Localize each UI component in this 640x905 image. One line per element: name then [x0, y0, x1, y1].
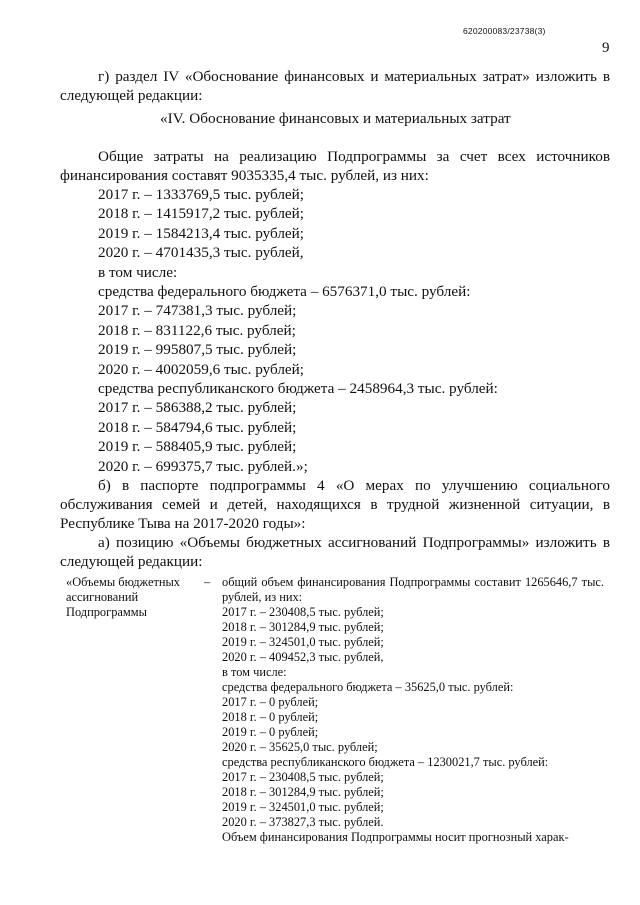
table-right-column [222, 575, 604, 845]
costs-line: 2017 г. – 747381,3 тыс. рублей; [98, 302, 297, 320]
table-line: 2018 г. – 0 рублей; [222, 710, 319, 724]
document-id: 620200083/23738(3) [463, 26, 546, 36]
costs-list [60, 185, 610, 476]
costs-line: средства федерального бюджета – 6576371,0 тыс. рублей: [98, 283, 471, 301]
costs-line: 2019 г. – 588405,9 тыс. рублей; [98, 438, 297, 456]
costs-line: 2019 г. – 1584213,4 тыс. рублей; [98, 224, 304, 242]
paragraph-a: а) позицию «Объемы бюджетных ассигнований Подпрограммы» изложить в следующей редакции: [60, 534, 610, 571]
document-body [60, 67, 610, 571]
costs-line: в том числе: [98, 263, 178, 281]
section-heading: «IV. Обоснование финансовых и материальных затрат [160, 110, 511, 127]
table-last-line: Объем финансирования Подпрограммы носит прогнозный харак- [222, 830, 569, 844]
page-number: 9 [602, 40, 610, 56]
table-line: 2019 г. – 324501,0 тыс. рублей; [222, 800, 384, 814]
table-line: 2017 г. – 230408,5 тыс. рублей; [222, 605, 384, 619]
paragraph-b: б) в паспорте подпрограммы 4 «О мерах по улучшению социального обслуживания семей и детей, находящихся в трудной жизненной ситуации, в Республике Тыва на 2017-2020 годы»: [60, 477, 610, 533]
table-dash: – [204, 575, 211, 589]
costs-line: 2017 г. – 1333769,5 тыс. рублей; [98, 186, 304, 203]
costs-line: 2019 г. – 995807,5 тыс. рублей; [98, 341, 297, 359]
table-line: средства республиканского бюджета – 1230021,7 тыс. рублей: [222, 755, 549, 769]
costs-line: 2020 г. – 4002059,6 тыс. рублей; [98, 360, 304, 378]
table-line: 2018 г. – 301284,9 тыс. рублей; [222, 620, 384, 634]
costs-line: 2017 г. – 586388,2 тыс. рублей; [98, 399, 297, 417]
costs-line: средства республиканского бюджета – 2458964,3 тыс. рублей: [98, 380, 498, 398]
costs-intro: Общие затраты на реализацию Подпрограммы за счет всех источников финансирования составят 9035335,4 тыс. рублей, из них: [60, 148, 610, 184]
table-line: средства федерального бюджета – 35625,0 тыс. рублей: [222, 680, 514, 694]
table-line: 2017 г. – 0 рублей; [222, 695, 319, 709]
table-line: 2020 г. – 373827,3 тыс. рублей. [222, 815, 384, 829]
table-line: 2020 г. – 409452,3 тыс. рублей, [222, 650, 384, 664]
table-line: 2020 г. – 35625,0 тыс. рублей; [222, 740, 378, 754]
costs-line: 2020 г. – 4701435,3 тыс. рублей, [98, 244, 304, 262]
costs-line: 2018 г. – 831122,6 тыс. рублей; [98, 321, 296, 339]
spacer [60, 128, 610, 147]
paragraph-g: г) раздел IV «Обоснование финансовых и материальных затрат» изложить в следующей редакции: [60, 68, 610, 104]
table-line: 2019 г. – 324501,0 тыс. рублей; [222, 635, 384, 649]
table-line: 2019 г. – 0 рублей; [222, 725, 319, 739]
table-line: в том числе: [222, 665, 287, 679]
costs-line: 2018 г. – 1415917,2 тыс. рублей; [98, 205, 304, 223]
costs-line: 2018 г. – 584794,6 тыс. рублей; [98, 418, 297, 436]
table-first-line: общий объем финансирования Подпрограммы составит 1265646,7 тыс. рублей, из них: [222, 575, 604, 604]
table-left-label: «Объемы бюджетных ассигнований Подпрограммы [66, 575, 181, 619]
table-line: 2017 г. – 230408,5 тыс. рублей; [222, 770, 384, 784]
costs-line: 2020 г. – 699375,7 тыс. рублей.»; [98, 457, 308, 475]
budget-allocations-table [66, 575, 626, 845]
table-line: 2018 г. – 301284,9 тыс. рублей; [222, 785, 384, 799]
